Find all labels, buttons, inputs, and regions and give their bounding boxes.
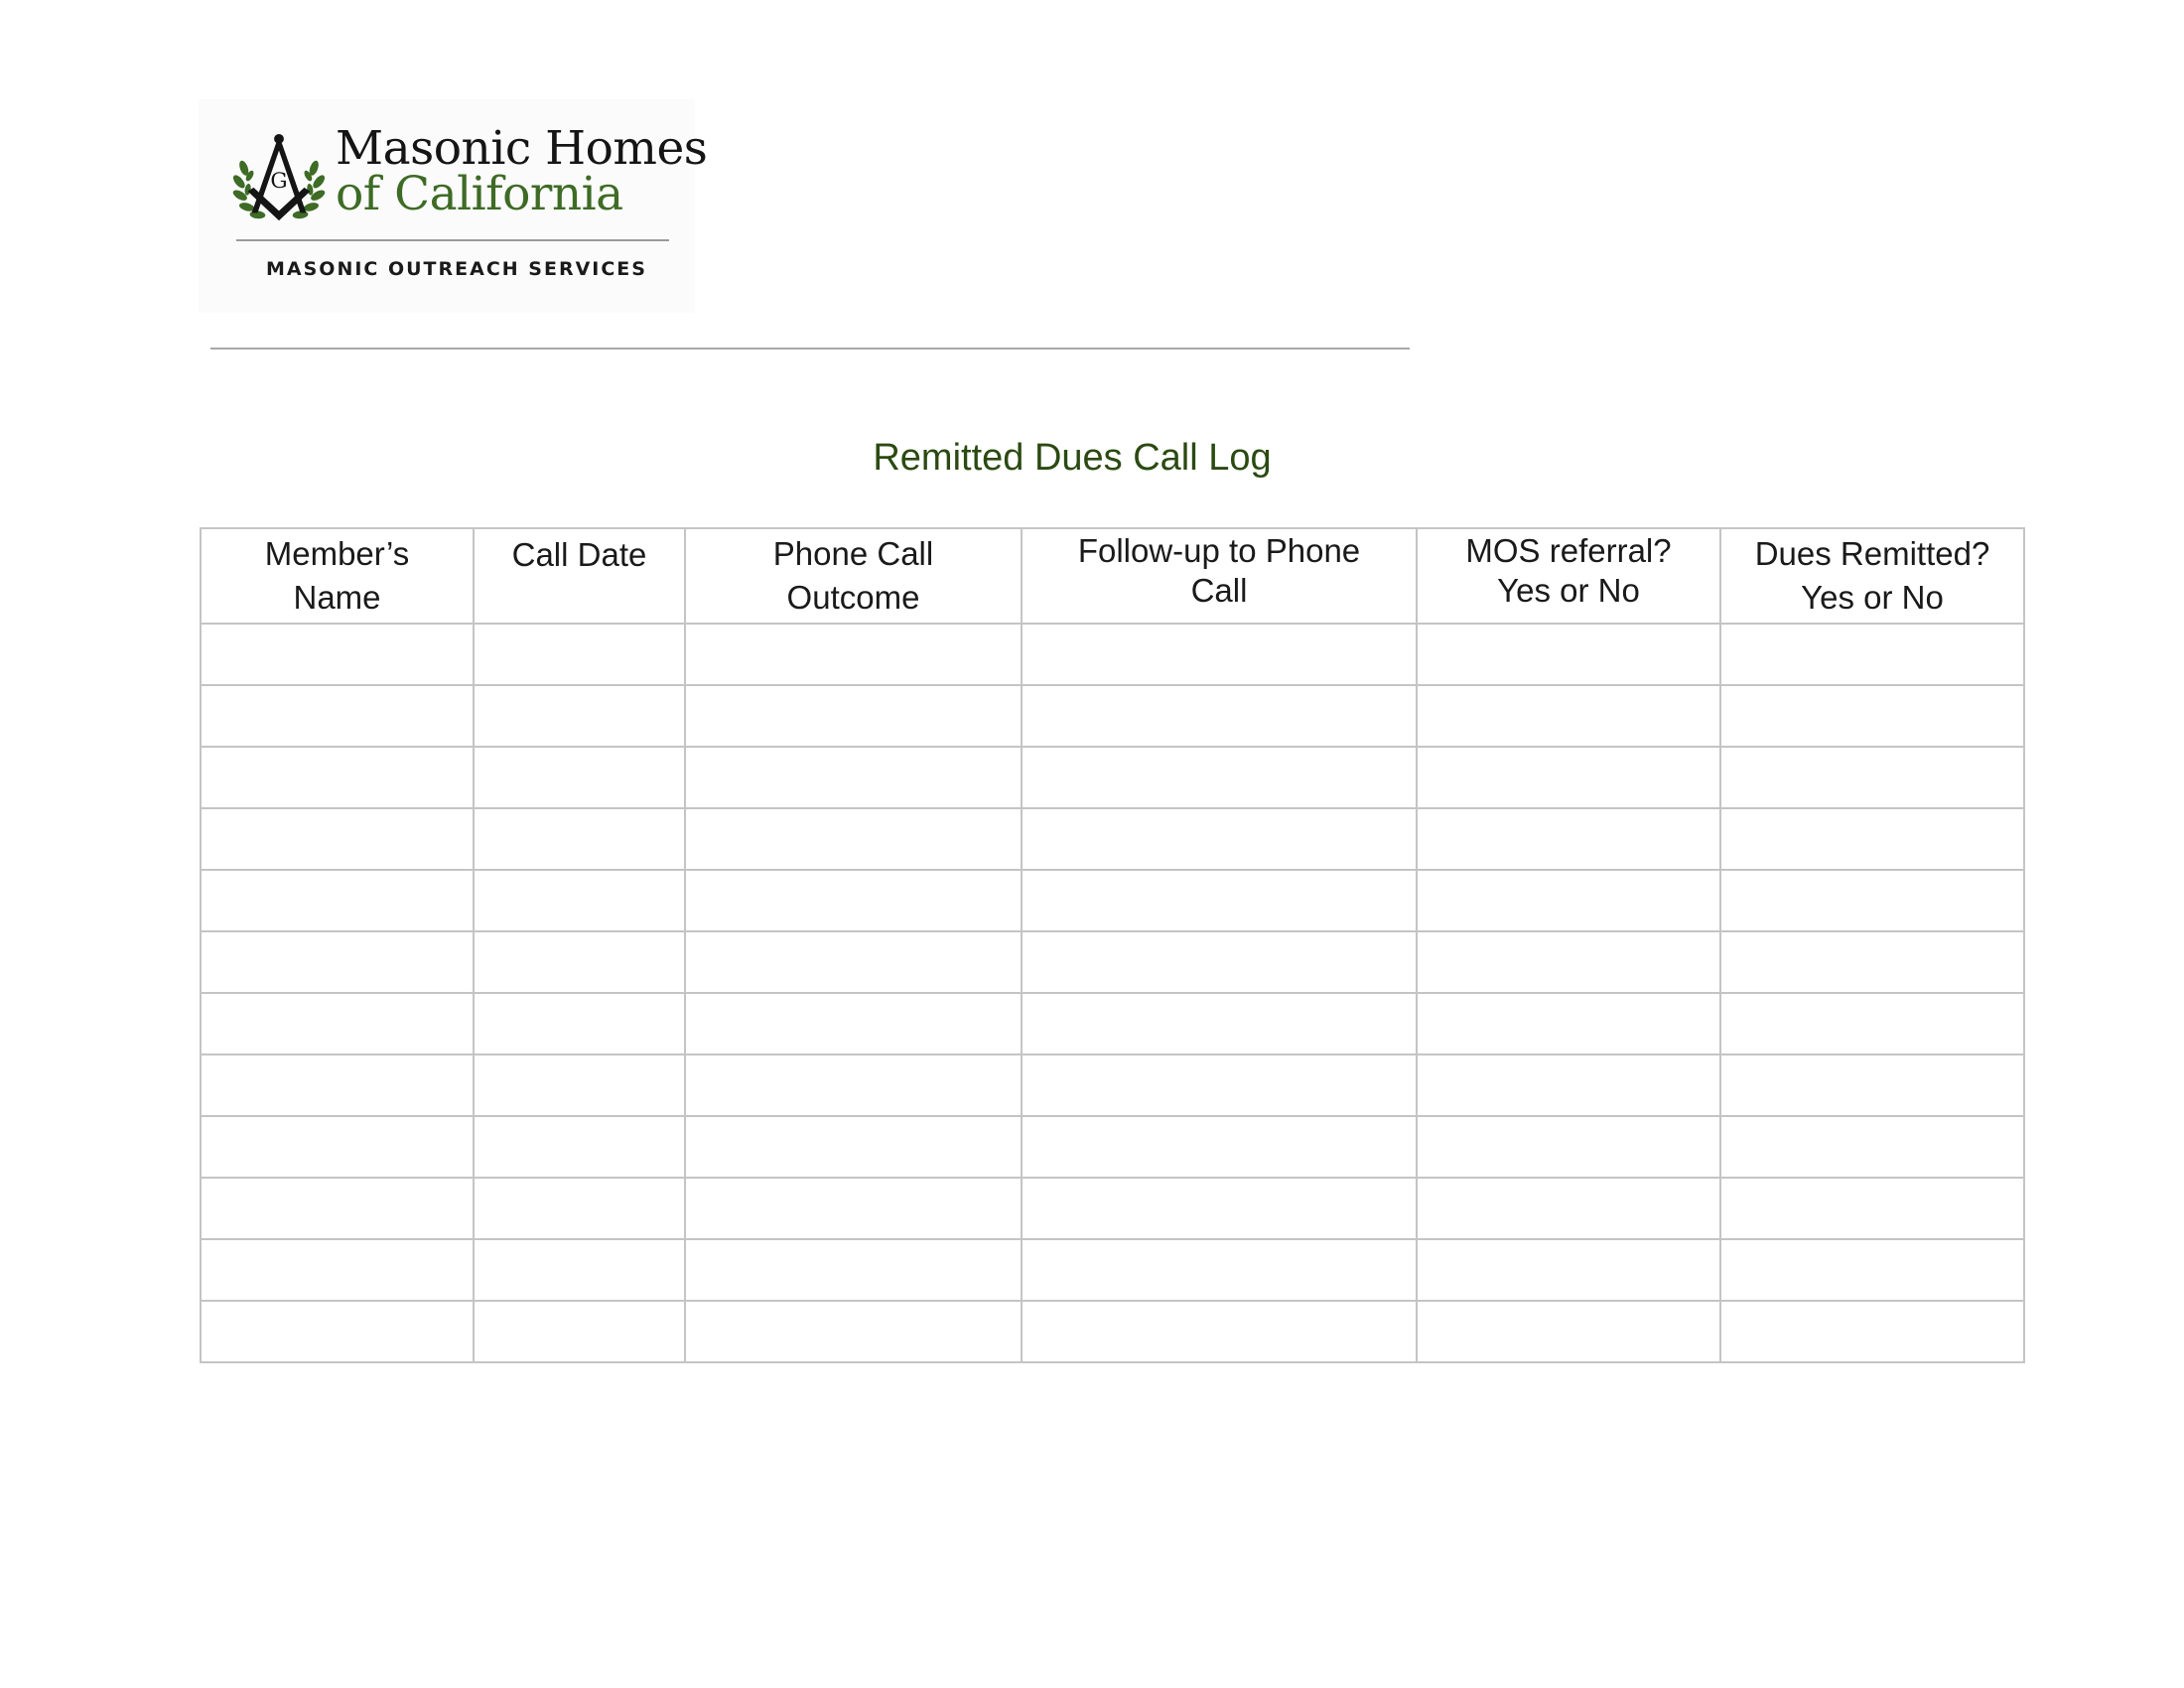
table-cell[interactable]: [201, 747, 474, 808]
table-cell[interactable]: [201, 1178, 474, 1239]
table-cell[interactable]: [474, 624, 685, 685]
table-cell[interactable]: [1720, 808, 2024, 870]
table-cell[interactable]: [474, 1239, 685, 1301]
table-cell[interactable]: [685, 1178, 1022, 1239]
table-cell[interactable]: [1417, 993, 1720, 1055]
table-cell[interactable]: [1022, 624, 1417, 685]
table-cell[interactable]: [685, 1055, 1022, 1116]
column-header-phone-call-outcome: Phone Call Outcome: [685, 528, 1022, 624]
table-cell[interactable]: [685, 624, 1022, 685]
table-cell[interactable]: [201, 870, 474, 931]
logo-title: Masonic Homes: [336, 121, 708, 176]
table-row: [201, 1239, 2024, 1301]
table-cell[interactable]: [474, 1055, 685, 1116]
table-cell[interactable]: [201, 624, 474, 685]
table-cell[interactable]: [1720, 870, 2024, 931]
table-row: [201, 685, 2024, 747]
table-cell[interactable]: [685, 1239, 1022, 1301]
table-cell[interactable]: [1417, 624, 1720, 685]
table-cell[interactable]: [201, 685, 474, 747]
table-cell[interactable]: [1417, 1239, 1720, 1301]
table-cell[interactable]: [201, 1116, 474, 1178]
column-header-members-name: Member’s Name: [201, 528, 474, 624]
table-row: [201, 808, 2024, 870]
table-cell[interactable]: [1022, 870, 1417, 931]
logo-subtitle: of California: [336, 167, 623, 221]
table-cell[interactable]: [1022, 1301, 1417, 1362]
table-row: [201, 931, 2024, 993]
table-cell[interactable]: [1720, 747, 2024, 808]
table-cell[interactable]: [685, 870, 1022, 931]
table-cell[interactable]: [201, 1301, 474, 1362]
table-cell[interactable]: [1417, 1116, 1720, 1178]
table-row: [201, 1178, 2024, 1239]
table-cell[interactable]: [1022, 685, 1417, 747]
column-header-follow-up: Follow-up to Phone Call: [1022, 528, 1417, 624]
table-cell[interactable]: [201, 993, 474, 1055]
table-cell[interactable]: [474, 870, 685, 931]
table-cell[interactable]: [201, 931, 474, 993]
table-cell[interactable]: [201, 1055, 474, 1116]
table-header-row: [201, 528, 2024, 624]
table-cell[interactable]: [1022, 747, 1417, 808]
table-cell[interactable]: [201, 1239, 474, 1301]
emblem-letter: G: [270, 168, 288, 194]
table-cell[interactable]: [1720, 1116, 2024, 1178]
table-cell[interactable]: [474, 747, 685, 808]
table-cell[interactable]: [1417, 931, 1720, 993]
table-cell[interactable]: [1417, 808, 1720, 870]
table-cell[interactable]: [1022, 993, 1417, 1055]
table-cell[interactable]: [1720, 931, 2024, 993]
table-cell[interactable]: [1417, 1178, 1720, 1239]
table-row: [201, 1055, 2024, 1116]
table-row: [201, 993, 2024, 1055]
table-cell[interactable]: [1720, 1239, 2024, 1301]
table-cell[interactable]: [1022, 1239, 1417, 1301]
table-cell[interactable]: [685, 931, 1022, 993]
document-title: Remitted Dues Call Log: [873, 437, 1272, 479]
table-row: [201, 624, 2024, 685]
table-cell[interactable]: [1417, 870, 1720, 931]
table-row: [201, 1116, 2024, 1178]
table-cell[interactable]: [474, 1116, 685, 1178]
table-cell[interactable]: [474, 993, 685, 1055]
table-cell[interactable]: [1417, 747, 1720, 808]
table-cell[interactable]: [1022, 1116, 1417, 1178]
table-cell[interactable]: [685, 1301, 1022, 1362]
table-cell[interactable]: [1720, 685, 2024, 747]
table-cell[interactable]: [1417, 1301, 1720, 1362]
table-cell[interactable]: [474, 1301, 685, 1362]
table-cell[interactable]: [474, 931, 685, 993]
table-cell[interactable]: [1720, 1055, 2024, 1116]
table-cell[interactable]: [201, 808, 474, 870]
table-body: [201, 624, 2024, 1362]
table-cell[interactable]: [685, 747, 1022, 808]
table-cell[interactable]: [1417, 685, 1720, 747]
table-cell[interactable]: [1022, 808, 1417, 870]
logo-divider: [236, 239, 669, 241]
table-cell[interactable]: [685, 993, 1022, 1055]
table-cell[interactable]: [1417, 1055, 1720, 1116]
table-cell[interactable]: [1022, 931, 1417, 993]
logo-tagline: MASONIC OUTREACH SERVICES: [266, 258, 647, 280]
table-cell[interactable]: [474, 808, 685, 870]
table-cell[interactable]: [1022, 1178, 1417, 1239]
call-log-table: [200, 527, 2025, 1363]
column-header-mos-referral: MOS referral? Yes or No: [1417, 528, 1720, 624]
column-header-call-date: Call Date: [474, 528, 685, 624]
table-row: [201, 747, 2024, 808]
table-cell[interactable]: [685, 685, 1022, 747]
organization-logo: [199, 99, 708, 313]
table-cell[interactable]: [1720, 1301, 2024, 1362]
table-cell[interactable]: [685, 1116, 1022, 1178]
column-header-dues-remitted: Dues Remitted? Yes or No: [1720, 528, 2024, 624]
table-cell[interactable]: [1022, 1055, 1417, 1116]
header-divider: [210, 348, 1410, 350]
table-cell[interactable]: [685, 808, 1022, 870]
table-cell[interactable]: [1720, 993, 2024, 1055]
table-cell[interactable]: [474, 1178, 685, 1239]
table-row: [201, 1301, 2024, 1362]
table-cell[interactable]: [474, 685, 685, 747]
table-cell[interactable]: [1720, 624, 2024, 685]
table-cell[interactable]: [1720, 1178, 2024, 1239]
square-and-compass-icon: [230, 131, 328, 228]
table-row: [201, 870, 2024, 931]
